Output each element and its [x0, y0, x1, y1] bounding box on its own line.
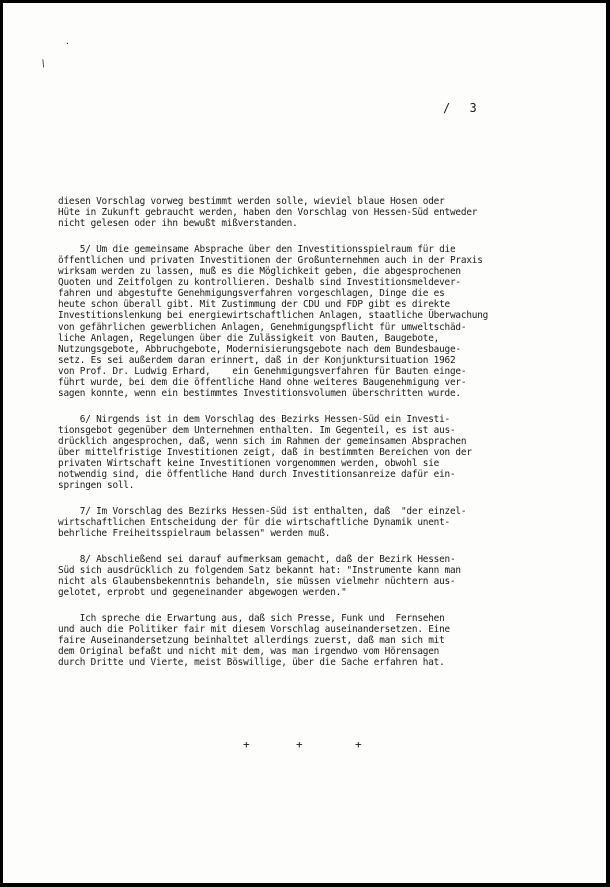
paragraph [58, 196, 588, 229]
paragraph [58, 554, 588, 598]
text-line: diesen Vorschlag vorweg bestimmt werden solle, wieviel blaue Hosen oder [58, 196, 445, 207]
end-mark: + [296, 738, 303, 751]
paragraph [58, 506, 588, 539]
text-line: wirtschaftlichen Entscheidung der für die wirtschaftliche Dynamik unent- [58, 517, 450, 529]
text-line: sagen konnte, wenn ein bestimmtes Investitionsvolumen überschritten wurde. [58, 388, 461, 400]
text-line: gelotet, erprobt und gegeneinander abgewogen werden." [58, 587, 347, 599]
text-line: springen soll. [58, 480, 135, 492]
corner-mark-slash: / [38, 58, 49, 70]
text-line: nicht als Glaubensbekenntnis behandeln, sie müssen vielmehr nüchtern aus- [58, 576, 456, 588]
text-line: faire Auseinandersetzung beinhaltet allerdings zuerst, daß man sich mit [58, 635, 445, 647]
paragraph [58, 244, 588, 399]
body-text [58, 196, 588, 683]
end-marks [3, 738, 606, 752]
end-mark: + [355, 738, 362, 751]
text-line: setz. Es sei außerdem daran erinnert, daß in der Konjunktursituation 1962 [58, 354, 456, 366]
paragraph [58, 414, 588, 492]
text-line: wirksam werden zu lassen, muß es die Möglichkeit geben, die abgesprochenen [58, 266, 461, 278]
text-line: liche Anlagen, Regelungen über die Zulässigkeit von Bauten, Baugebote, [58, 332, 440, 344]
paragraph [58, 613, 588, 668]
end-mark: + [243, 738, 250, 751]
text-line: und auch die Politiker fair mit diesem Vorschlag auseinandersetzen. Eine [58, 623, 450, 635]
page-number: / 3 [443, 101, 483, 115]
text-line: 5/ Um die gemeinsame Absprache über den Investitionsspielraum für die [58, 243, 456, 255]
text-line: Quoten und Zeitfolgen zu kontrollieren. Deshalb sind Investitionsmeldever- [58, 277, 461, 289]
text-line: Hüte in Zukunft gebraucht werden, haben den Vorschlag von Hessen-Süd entweder [58, 207, 478, 219]
text-line: Süd sich ausdrücklich zu folgendem Satz bekannt hat: "Instrumente kann man [58, 565, 461, 576]
text-line: öffentlichen und privaten Investitionen der Großunternehmen auch in der Praxis [58, 254, 483, 266]
text-line: heute schon überall gibt. Mit Zustimmung der CDU und FDP gibt es direkte [58, 299, 450, 311]
text-line: Ich spreche die Erwartung aus, daß sich Presse, Funk und Fernsehen [58, 612, 445, 624]
document-page [3, 3, 606, 883]
text-line: durch Dritte und Vierte, meist Böswillige, über die Sache erfahren hat. [58, 657, 445, 669]
text-line: 7/ Im Vorschlag des Bezirks Hessen-Süd ist enthalten, daß "der einzel- [58, 506, 467, 518]
text-line: von Prof. Dr. Ludwig Erhard, ein Genehmigungsverfahren für Bauten einge- [58, 365, 467, 377]
corner-mark-dot: . [65, 37, 70, 46]
text-line: 8/ Abschließend sei darauf aufmerksam gemacht, daß der Bezirk Hessen- [58, 553, 456, 565]
text-line: 6/ Nirgends ist in dem Vorschlag des Bezirks Hessen-Süd ein Investi- [58, 413, 450, 425]
text-line: privaten Wirtschaft keine Investitionen vorgenommen werden, obwohl sie [58, 458, 440, 470]
text-line: Nutzungsgebote, Abbruchgebote, Modernisierungsgebote nach dem Bundesbauge- [58, 343, 461, 355]
text-line: von gefährlichen gewerblichen Anlagen, Genehmigungspflicht für umweltschäd- [58, 321, 467, 333]
text-line: notwendig sind, die öffentliche Hand durch Investitionsanreize dafür ein- [58, 469, 456, 481]
text-line: über mittelfristige Investitionen zeigt, daß in bestimmten Bereichen von der [58, 447, 472, 459]
text-line: drücklich angesprochen, daß, wenn sich im Rahmen der gemeinsamen Absprachen [58, 435, 467, 447]
text-line: behrliche Freiheitsspielraum belassen" werden muß. [58, 528, 331, 540]
text-line: nicht gelesen oder ihn bewußt mißverstanden. [58, 218, 298, 230]
text-line: Investitionslenkung bei energiewirtschaftlichen Anlagen, staatliche Überwachung [58, 310, 489, 322]
text-line: führt wurde, bei dem die öffentliche Hand ohne weiteres Baugenehmigung ver- [58, 377, 467, 388]
text-line: dem Original befaßt und nicht mit dem, was man irgendwo vom Hörensagen [58, 646, 440, 658]
text-line: tionsgebot gegenüber dem Unternehmen enthalten. Im Gegenteil, es ist aus- [58, 424, 456, 436]
text-line: fahren und abgestufte Genehmigungsverfahren vorgeschlagen, Dinge die es [58, 288, 445, 300]
